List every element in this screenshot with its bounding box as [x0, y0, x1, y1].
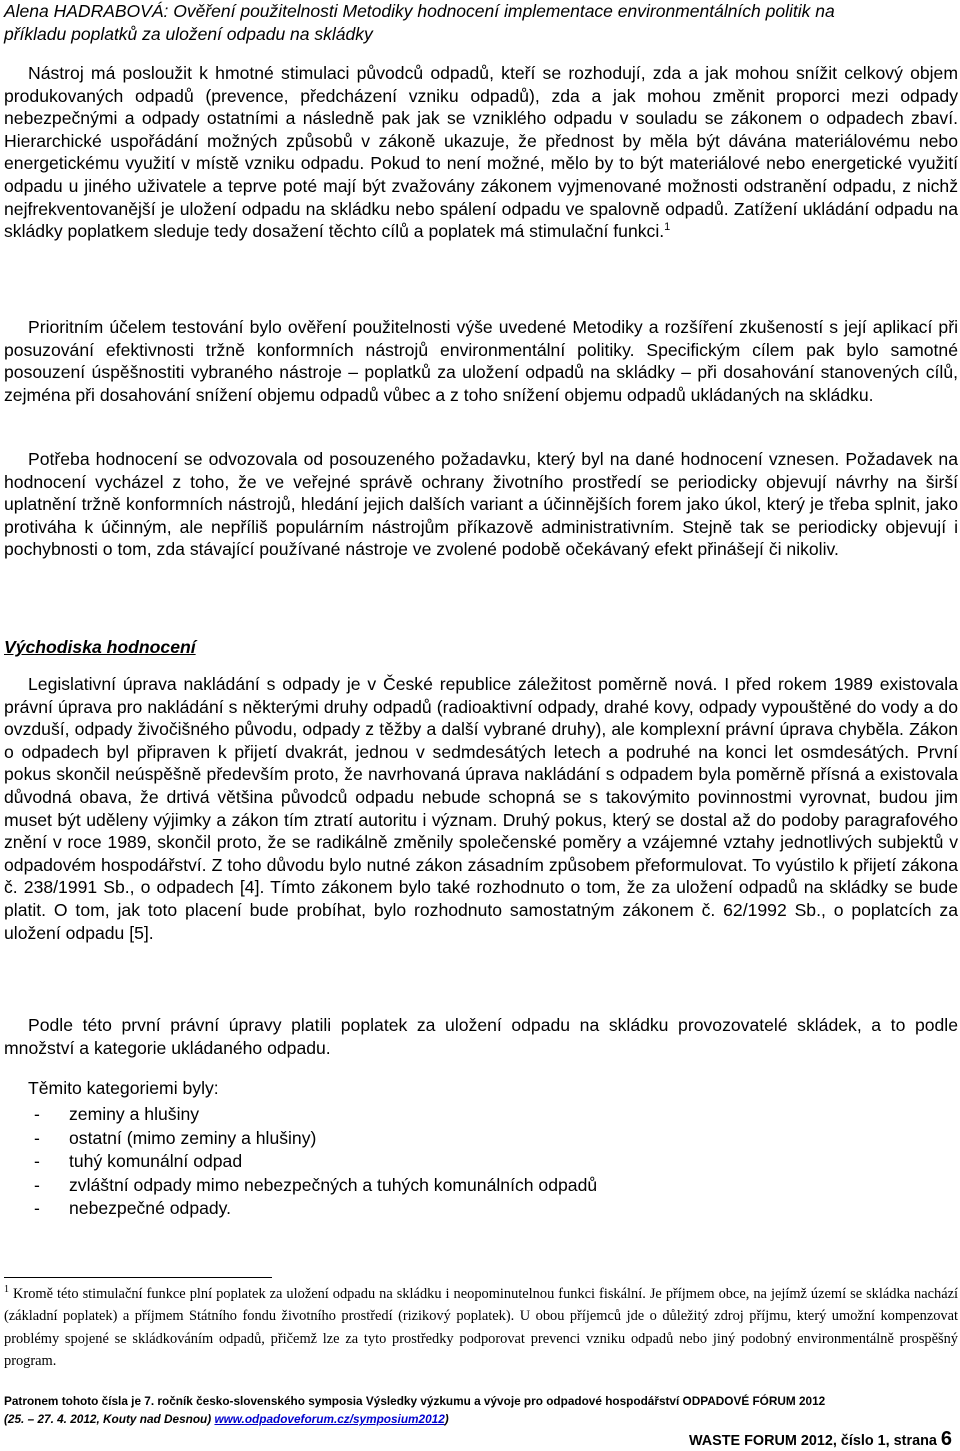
- paragraph-2-text: Prioritním účelem testování bylo ověření použitelnosti výše uvedené Metodiky a rozšíření zkušeností s její aplikací při posuzování efektivnosti tržně konformních nástrojů environmentální politiky. Specifickým cílem pak bylo samotné posouzení úspěšnostiti vybraného nástroje – poplatků za uložení odpadů na skládky – při dosahování stanovených cílů, zejména při dosahování snížení objemu odpadů vůbec a z toho snížení objemu odpadů ukládaných na skládku.: [4, 317, 958, 405]
- paragraph-4: [4, 673, 958, 944]
- list-item: - ostatní (mimo zeminy a hlušiny): [34, 1127, 317, 1148]
- journal-name: WASTE FORUM 2012, číslo 1, strana: [688, 1433, 937, 1449]
- list-item: - nebezpečné odpady.: [34, 1198, 232, 1219]
- list-item: - tuhý komunální odpad: [34, 1151, 243, 1172]
- footnote: [4, 1283, 958, 1373]
- paragraph-6: [4, 1077, 958, 1100]
- paragraph-1: [4, 62, 958, 243]
- paragraph-4-text: Legislativní úprava nakládání s odpady je v České republice záležitost poměrně nová. I před rokem 1989 existovala právní úprava pro nakládání s některými druhy odpadů (radioaktivní odpady, drahé kovy, odpady vypouštěné do vody a do ovzduší, odpady živočišného původu, odpady z těžby a další vybrané druhy), ale komplexní právní úprava chyběla. Zákon o odpadech byl připraven k přijetí dvakrát, jednou v sedmdesátých letech a podruhé na konci let osmdesátých. První pokus skončil neúspěšně především proto, že navrhovaná úprava nakládání s odpadem byla poměrně přísná a existovala důvodná obava, že drtivá většina původců odpadu nebude schopná se s takovýmito povinnostmi vyrovnat, budou jim muset být uděleny výjimky a zákon tím ztratí autoritu i význam. Druhý pokus, který se dostal až do podoby paragrafového znění v roce 1989, skončil proto, že se radikálně změnily společenské poměry a vzájemné vztahy jednotlivých subjektů v odpadovém hospodářství. Z toho důvodu bylo nutné zákon zásadním způsobem přeformulovat. To vyústilo k přijetí zákona č. 238/1991 Sb., o odpadech [4]. Tímto zákonem bylo také rozhodnuto o tom, že za uložení odpadů na skládky se bude platit. O tom, jak toto placení bude probíhat, bylo rozhodnuto samostatným zákonem č. 62/1992 Sb., o poplatcích za uložení odpadu [5].: [4, 674, 958, 943]
- journal-footer: [689, 1428, 952, 1451]
- list-item: - zeminy a hlušiny: [34, 1104, 200, 1124]
- footer-event: (25. – 27. 4. 2012, Kouty nad Desnou) www.odpadoveforum.cz/symposium2012): [4, 1412, 449, 1426]
- footnote-separator: [4, 1277, 272, 1278]
- paragraph-3: [4, 448, 958, 561]
- list-item: - zvláštní odpady mimo nebezpečných a tuhých komunálních odpadů: [34, 1174, 598, 1195]
- paragraph-3-text: Potřeba hodnocení se odvozovala od posouzeného požadavku, který byl na dané hodnocení vznesen. Požadavek na hodnocení vycházel z toho, že ve veřejné správě ochrany životního prostředí se periodicky objevují návrhy na širší uplatnění tržně konformních nástrojů, hledání jejich dalších variant a účinnějších forem jako úkol, který je třeba splnit, jako protiváha k účinným, ale nepříliš populárním nástrojům příkazově administrativním. Stejně tak se periodicky objevují i pochybnosti o tom, zda stávající používané nástroje ve zvolené podobě očekávaný efekt přinášejí či nikoliv.: [4, 449, 958, 560]
- paragraph-5: [4, 1014, 958, 1059]
- footnote-mark: 1: [4, 1284, 9, 1296]
- paragraph-1-text: Nástroj má posloužit k hmotné stimulaci původců odpadů, kteří se rozhodují, zda a jak mohou snížit celkový objem produkovaných odpadů (prevence, předcházení vzniku odpadů), zda a jak mohou změnit proporci mezi odpady nebezpečnými a odpady ostatními a následně pak jak se vzniklého odpadu v souladu se zákonem o odpadech zbaví. Hierarchické uspořádání možných způsobů v zákoně ukazuje, že přednost by měla být dávána materiálovému nebo energetickému využití v místě vzniku odpadu. Pokud to není možné, mělo by to být materiálové nebo energetické využití odpadu u jiného uživatele a teprve poté mají být zvažovány zákonem vyjmenované možnosti odstranění odpadu, z nichž nejfrekventovanější je uložení odpadu na skládku nebo spálení odpadu ve spalovně odpadů. Zatížení ukládání odpadu na skládky poplatkem sleduje tedy dosažení těchto cílů a poplatek má stimulační funkci.: [4, 63, 958, 242]
- paragraph-6-text: Těmito kategoriemi byly:: [28, 1078, 219, 1098]
- symposium-link[interactable]: www.odpadoveforum.cz/symposium2012: [214, 1412, 445, 1426]
- footnote-text: Kromě této stimulační funkce plní poplatek za uložení odpadu na skládku i neopominutelnou funkci fiskální. Je příjmem obce, na jejímž území se skládka nachází (základní poplatek) a příjmem Státního fondu životního prostředí (rizikový poplatek). U obou příjemců jde o důležitý zdroj příjmu, který umožní kompenzovat problémy spojené se skládkováním odpadů, přičemž lze za tyto prostředky podporovat prevenci vzniku odpadů nebo jiný podobný environmentálně prospěšný program.: [4, 1286, 958, 1370]
- paragraph-2: [4, 316, 958, 406]
- footer-patron: Patronem tohoto čísla je 7. ročník česko-slovenského symposia Výsledky výzkumu a vývoje pro odpadové hospodářství ODPADOVÉ FÓRUM 2012: [4, 1394, 826, 1408]
- running-header: [4, 0, 954, 46]
- category-list: [34, 1103, 597, 1221]
- paragraph-5-text: Podle této první právní úpravy platili poplatek za uložení odpadu na skládku provozovatelé skládek, a to podle množství a kategorie ukládaného odpadu.: [4, 1015, 958, 1058]
- footnote-reference[interactable]: 1: [664, 221, 671, 234]
- page-number: 6: [940, 1428, 952, 1450]
- header-line-2: příkladu poplatků za uložení odpadu na skládky: [4, 24, 373, 44]
- header-line-1: Alena HADRABOVÁ: Ověření použitelnosti Metodiky hodnocení implementace environmentálních politik na: [4, 1, 835, 21]
- section-heading: Východiska hodnocení: [4, 637, 196, 657]
